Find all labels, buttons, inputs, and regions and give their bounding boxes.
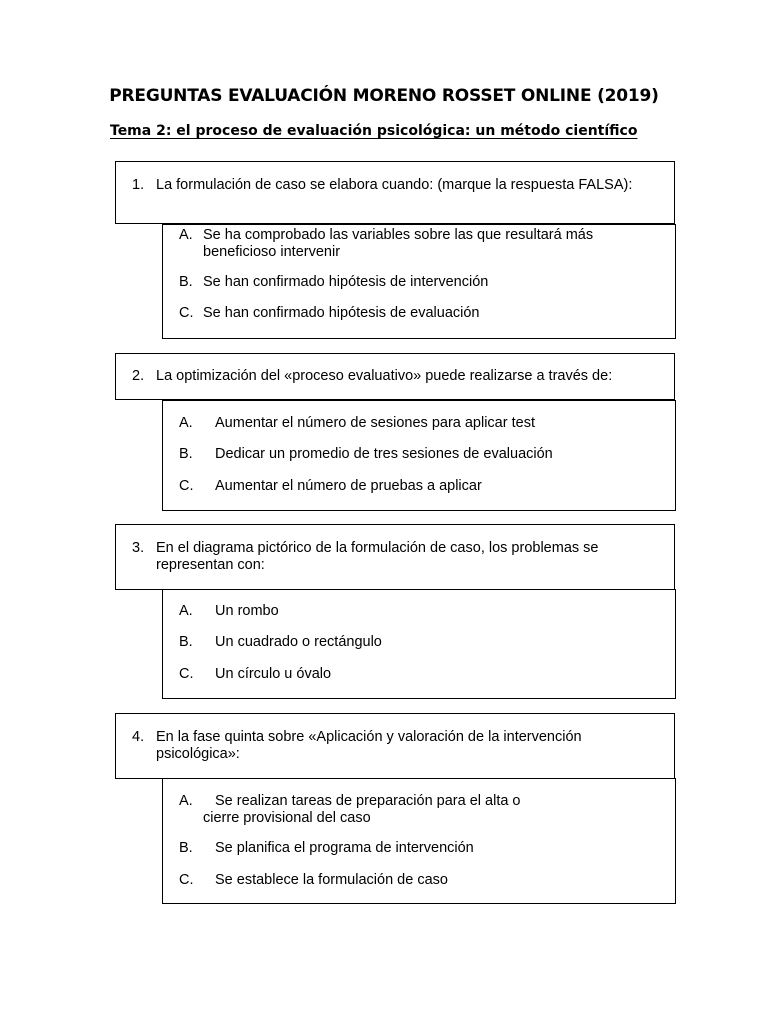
question-4-box	[115, 713, 675, 779]
question-3-text: En el diagrama pictórico de la formulación de caso, los problemas se representan con:	[156, 540, 599, 573]
question-1-number: 1.	[132, 177, 145, 193]
option-text: Se establece la formulación de caso	[215, 872, 448, 888]
question-3-box	[115, 524, 675, 590]
question-1-options	[162, 224, 676, 339]
question-4-text: En la fase quinta sobre «Aplicación y valoración de la intervención psicológica»:	[156, 729, 582, 762]
question-2-box	[115, 353, 675, 400]
option-letter: A.	[179, 415, 193, 431]
option-text: Se planifica el programa de intervención	[215, 840, 474, 856]
question-3-options	[162, 589, 676, 699]
option-letter: A.	[179, 227, 193, 243]
option-letter: C.	[179, 666, 194, 682]
option-text: Se ha comprobado las variables sobre las que resultará más beneficioso intervenir	[203, 227, 594, 260]
question-2-text: La optimización del «proceso evaluativo» puede realizarse a través de:	[156, 368, 613, 384]
option-text: Un rombo	[215, 603, 279, 619]
option-letter: A.	[179, 793, 193, 809]
option-letter: C.	[179, 872, 194, 888]
question-2-number: 2.	[132, 368, 145, 384]
question-4-number: 4.	[132, 729, 145, 745]
option-text: Aumentar el número de sesiones para aplicar test	[215, 415, 535, 431]
question-2-options	[162, 400, 676, 511]
option-letter: B.	[179, 446, 193, 462]
question-4-options	[162, 778, 676, 904]
option-letter: B.	[179, 634, 193, 650]
option-text: Se realizan tareas de preparación para el alta o cierre provisional del caso	[203, 793, 521, 826]
option-letter: B.	[179, 840, 193, 856]
question-1-box	[115, 161, 675, 224]
section-title: Tema 2: el proceso de evaluación psicológica: un método científico	[110, 123, 638, 139]
option-letter: B.	[179, 274, 193, 290]
option-letter: A.	[179, 603, 193, 619]
option-text: Se han confirmado hipótesis de evaluación	[203, 305, 480, 321]
option-letter: C.	[179, 478, 194, 494]
option-text: Dedicar un promedio de tres sesiones de evaluación	[215, 446, 553, 462]
option-text: Un círculo u óvalo	[215, 666, 332, 682]
document-title: PREGUNTAS EVALUACIÓN MORENO ROSSET ONLINE (2019)	[109, 86, 659, 106]
question-3-number: 3.	[132, 540, 145, 556]
option-text: Un cuadrado o rectángulo	[215, 634, 382, 650]
option-text: Se han confirmado hipótesis de intervención	[203, 274, 489, 290]
option-text: Aumentar el número de pruebas a aplicar	[215, 478, 482, 494]
question-1-text: La formulación de caso se elabora cuando: (marque la respuesta FALSA):	[156, 177, 633, 193]
option-letter: C.	[179, 305, 194, 321]
